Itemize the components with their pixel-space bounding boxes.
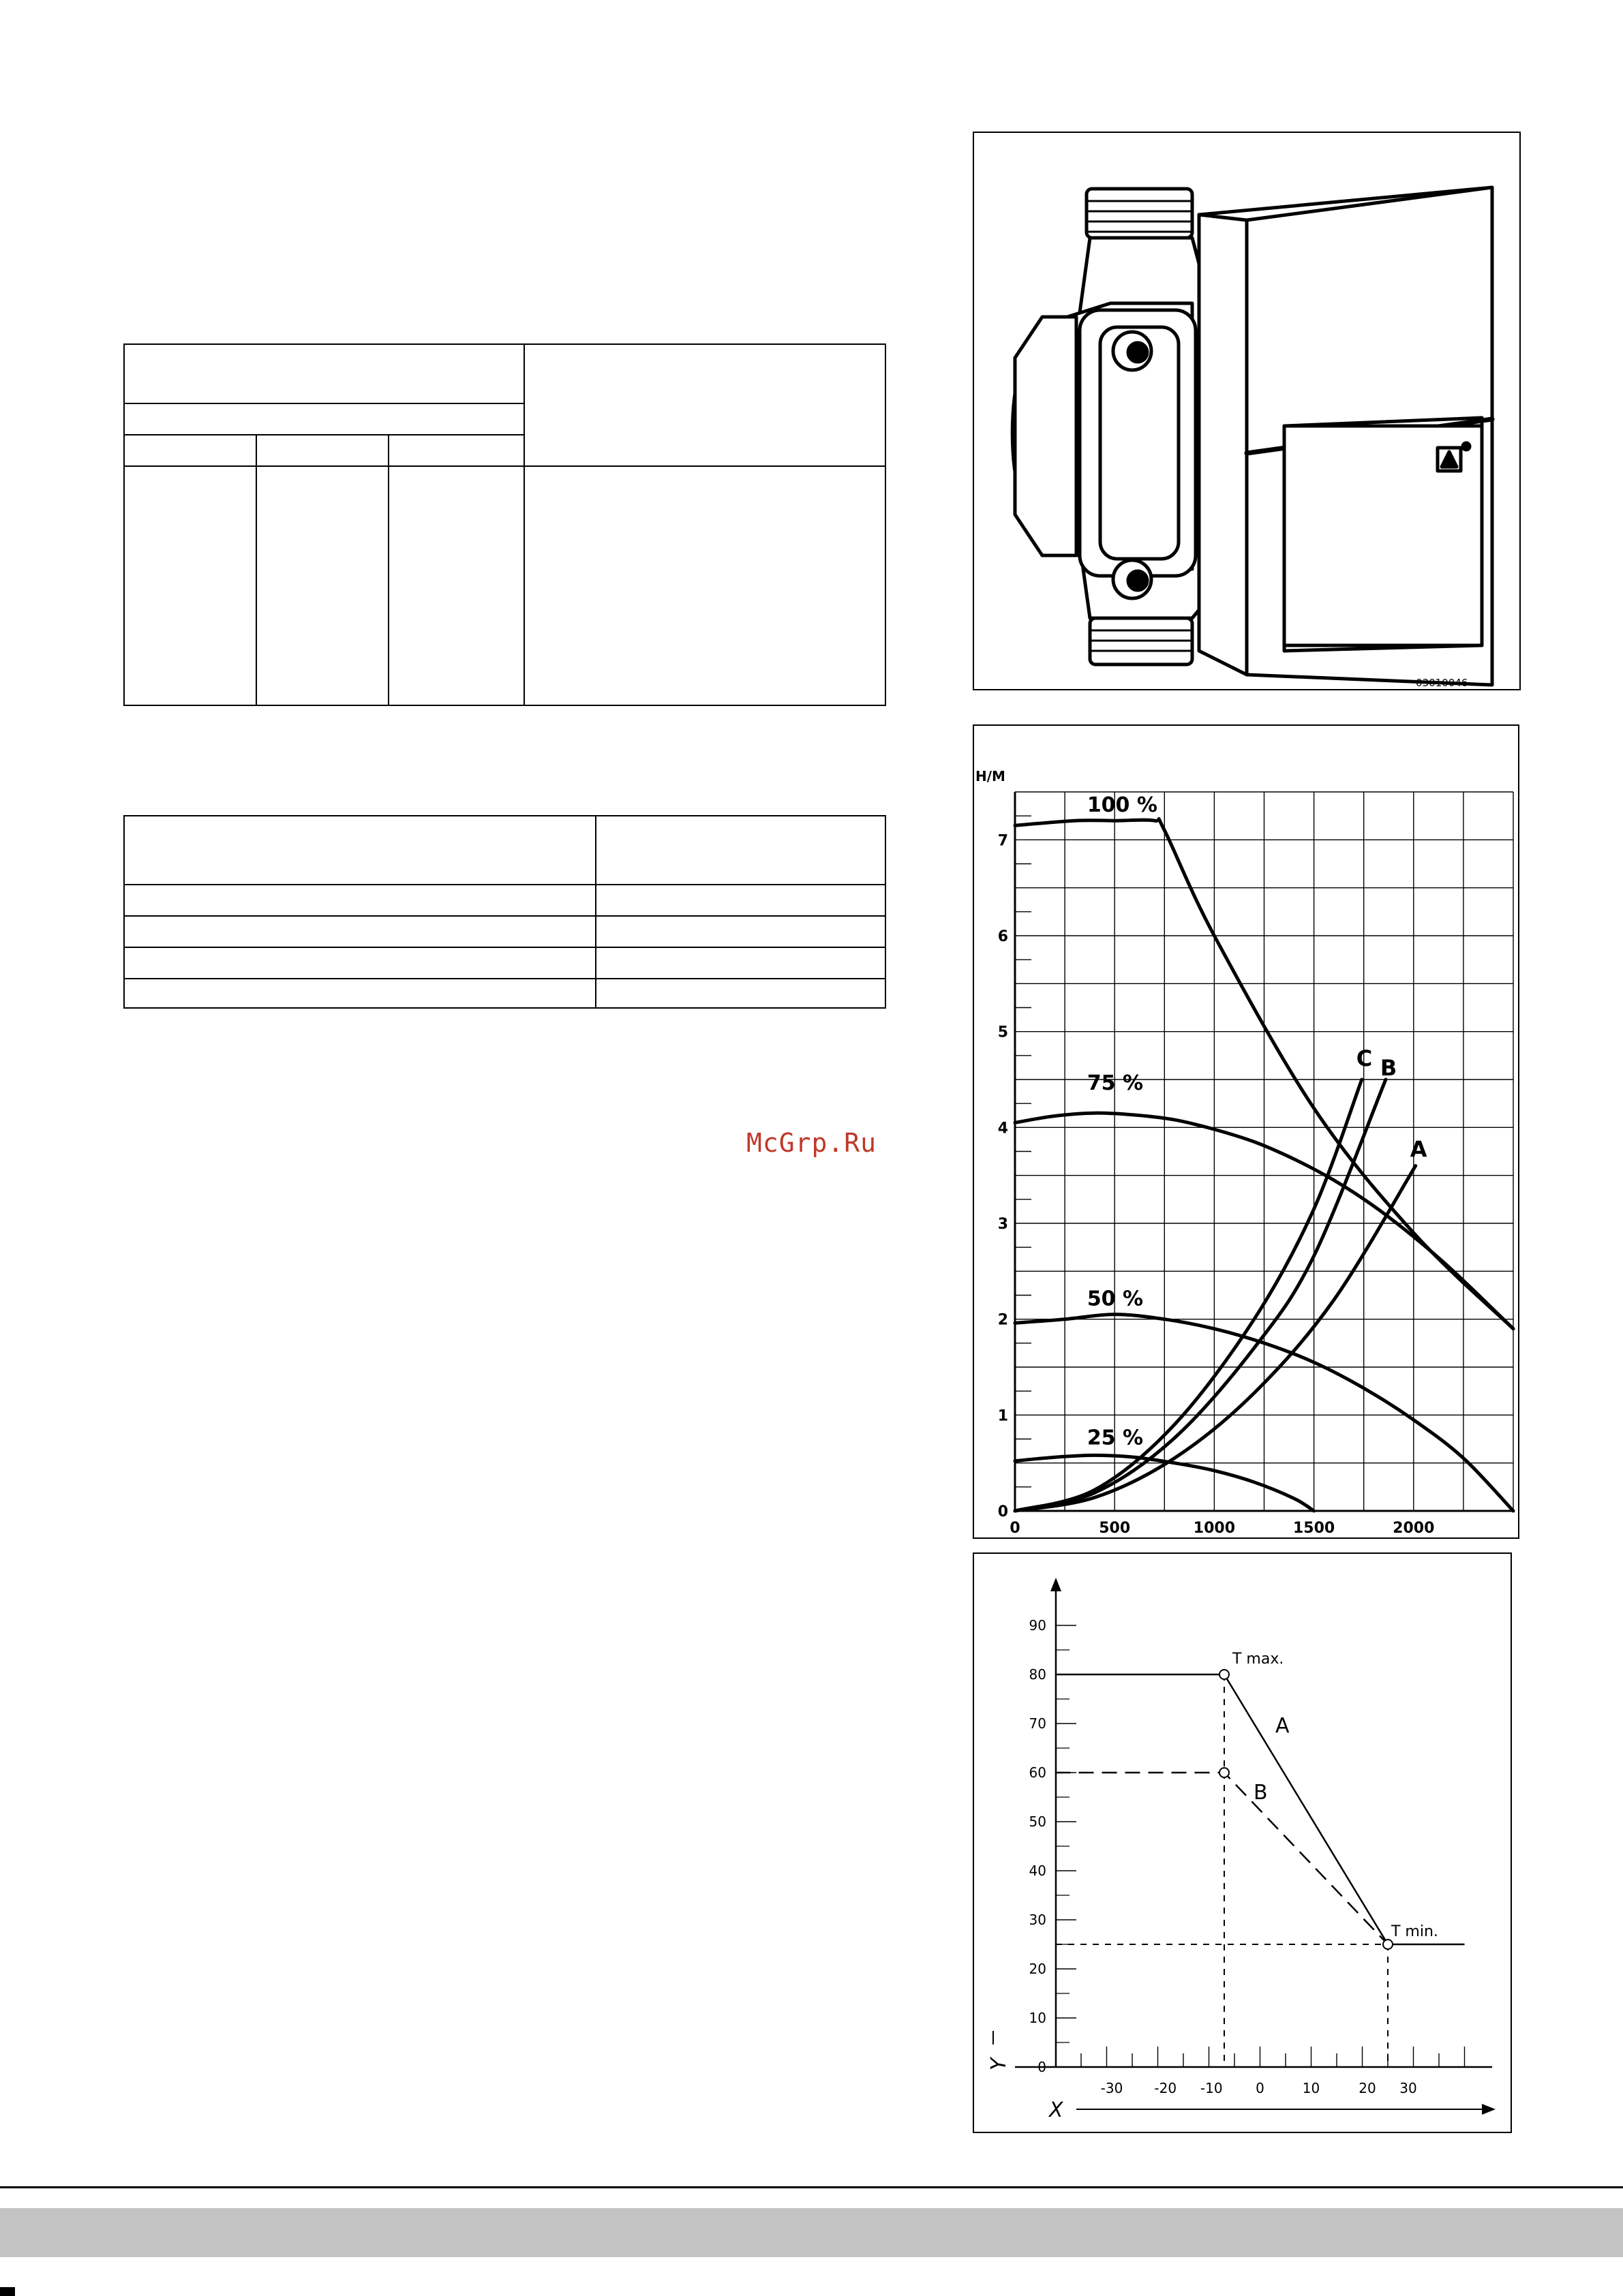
y-tick-label: 60: [1029, 1764, 1046, 1781]
y-tick-label: 7: [997, 832, 1008, 850]
figure-code: 03010046: [1416, 677, 1468, 689]
footer-rule: [0, 2186, 1623, 2188]
x-axis-label: X: [1049, 2098, 1063, 2122]
y-tick-label: 3: [997, 1216, 1008, 1233]
y-tick-label: 20: [1029, 1961, 1046, 1977]
system-label: A: [1410, 1136, 1427, 1163]
tmin-label: T min.: [1391, 1923, 1438, 1940]
curve-c: [1015, 1080, 1362, 1511]
y-tick-label: 70: [1029, 1715, 1046, 1732]
x-tick-label: -30: [1100, 2080, 1123, 2096]
curve-label: 25 %: [1087, 1426, 1144, 1450]
y-axis-arrow: [1050, 1578, 1061, 1591]
y-tick-label: 2: [997, 1311, 1008, 1329]
tmax-label: T max.: [1232, 1651, 1284, 1668]
x-tick-label: 1500: [1292, 1520, 1335, 1537]
y-tick-label: 6: [997, 928, 1008, 945]
y-tick-label: 90: [1029, 1617, 1046, 1634]
y-tick-label: 10: [1029, 2010, 1046, 2026]
line-b-label: B: [1254, 1781, 1268, 1805]
x-tick-label: 20: [1359, 2080, 1376, 2096]
y-tick-label: 30: [1029, 1912, 1046, 1928]
y-axis-label: H/M: [975, 768, 1005, 784]
footer-band: [0, 2208, 1623, 2257]
system-label: C: [1356, 1045, 1373, 1071]
y-axis-label: Y: [987, 2057, 1011, 2070]
y-tick-label: 0: [1037, 2059, 1046, 2075]
line-a-label: A: [1275, 1714, 1290, 1738]
curve-b: [1015, 1080, 1386, 1511]
x-tick-label: -10: [1200, 2080, 1223, 2096]
pump-drawing: [974, 133, 1522, 692]
x-tick-label: 30: [1399, 2080, 1417, 2096]
footer-mark: [0, 2287, 15, 2296]
pump-curve-svg: [974, 726, 1521, 1540]
y-tick-label: 80: [1029, 1666, 1046, 1683]
y-tick-label: 50: [1029, 1813, 1046, 1830]
curve-label: 75 %: [1087, 1071, 1144, 1096]
watermark: McGrp.Ru: [746, 1128, 877, 1158]
curve-a: [1015, 1166, 1416, 1511]
point-marker: [1383, 1940, 1393, 1949]
system-label: B: [1380, 1055, 1397, 1081]
x-tick-label: 10: [1302, 2080, 1320, 2096]
y-tick-label: 40: [1029, 1863, 1046, 1879]
x-tick-label: 1000: [1193, 1520, 1236, 1537]
curve-label: 100 %: [1087, 793, 1157, 818]
x-tick-label: 2000: [1393, 1520, 1435, 1537]
line-b: [1056, 1773, 1389, 1944]
point-marker: [1219, 1768, 1229, 1777]
pump-figure: [973, 132, 1521, 690]
y-tick-label: 4: [997, 1120, 1008, 1137]
temperature-svg: [974, 1554, 1513, 2134]
point-marker: [1219, 1670, 1229, 1679]
x-tick-label: -20: [1154, 2080, 1177, 2096]
x-tick-label: 500: [1099, 1520, 1131, 1537]
x-direction-arrow: [1482, 2104, 1496, 2115]
y-tick-label: 1: [997, 1407, 1008, 1425]
x-tick-label: 0: [1256, 2080, 1264, 2096]
y-tick-label: 5: [997, 1024, 1008, 1041]
x-tick-label: 0: [1010, 1520, 1020, 1537]
y-tick-label: 0: [997, 1503, 1008, 1520]
temperature-chart: [973, 1552, 1512, 2133]
curve-label: 50 %: [1087, 1287, 1144, 1311]
pump-curve-chart: [973, 724, 1519, 1539]
